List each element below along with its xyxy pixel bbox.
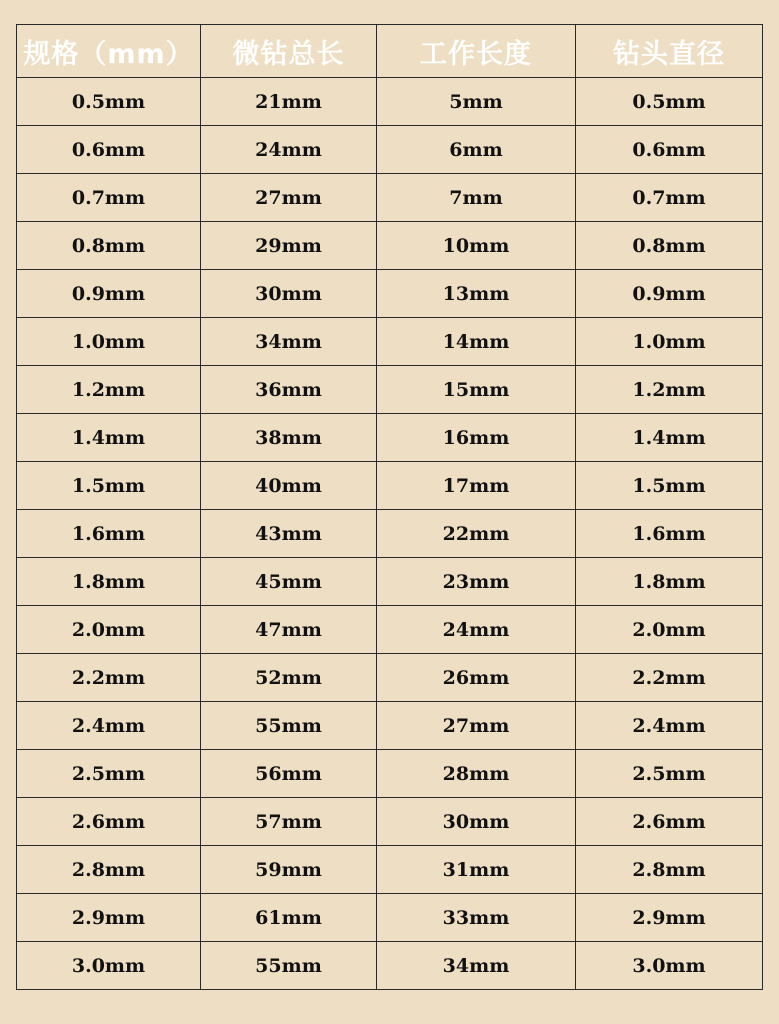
table-row [17, 702, 763, 750]
cell-spec: 0.8mm [17, 222, 201, 270]
cell-drill-diameter: 0.6mm [576, 126, 763, 174]
cell-drill-diameter: 0.8mm [576, 222, 763, 270]
cell-working-length: 28mm [377, 750, 576, 798]
cell-total-length: 24mm [201, 126, 377, 174]
cell-total-length: 56mm [201, 750, 377, 798]
cell-spec: 2.8mm [17, 846, 201, 894]
header-row [17, 25, 763, 78]
header-total-length: 微钻总长 [201, 25, 377, 78]
cell-drill-diameter: 2.9mm [576, 894, 763, 942]
cell-spec: 2.5mm [17, 750, 201, 798]
header-spec: 规格（mm） [17, 25, 201, 78]
cell-total-length: 55mm [201, 702, 377, 750]
cell-working-length: 24mm [377, 606, 576, 654]
table-row [17, 510, 763, 558]
cell-spec: 2.2mm [17, 654, 201, 702]
cell-total-length: 36mm [201, 366, 377, 414]
cell-drill-diameter: 2.0mm [576, 606, 763, 654]
cell-total-length: 59mm [201, 846, 377, 894]
table-header [17, 25, 763, 78]
cell-spec: 2.4mm [17, 702, 201, 750]
cell-total-length: 61mm [201, 894, 377, 942]
cell-drill-diameter: 1.2mm [576, 366, 763, 414]
cell-total-length: 30mm [201, 270, 377, 318]
table-row [17, 78, 763, 126]
table-row [17, 366, 763, 414]
table-row [17, 222, 763, 270]
cell-spec: 0.9mm [17, 270, 201, 318]
cell-total-length: 55mm [201, 942, 377, 990]
cell-spec: 2.9mm [17, 894, 201, 942]
cell-working-length: 6mm [377, 126, 576, 174]
cell-total-length: 57mm [201, 798, 377, 846]
table-row [17, 174, 763, 222]
table-row [17, 942, 763, 990]
cell-working-length: 16mm [377, 414, 576, 462]
cell-total-length: 40mm [201, 462, 377, 510]
cell-working-length: 23mm [377, 558, 576, 606]
cell-spec: 1.4mm [17, 414, 201, 462]
cell-spec: 2.6mm [17, 798, 201, 846]
cell-working-length: 10mm [377, 222, 576, 270]
cell-drill-diameter: 3.0mm [576, 942, 763, 990]
cell-spec: 0.5mm [17, 78, 201, 126]
cell-working-length: 5mm [377, 78, 576, 126]
cell-total-length: 27mm [201, 174, 377, 222]
table-body [17, 78, 763, 990]
header-drill-diameter: 钻头直径 [576, 25, 763, 78]
cell-drill-diameter: 0.9mm [576, 270, 763, 318]
cell-drill-diameter: 2.8mm [576, 846, 763, 894]
cell-total-length: 52mm [201, 654, 377, 702]
table-row [17, 270, 763, 318]
cell-working-length: 34mm [377, 942, 576, 990]
cell-drill-diameter: 1.4mm [576, 414, 763, 462]
cell-working-length: 26mm [377, 654, 576, 702]
table-row [17, 798, 763, 846]
cell-total-length: 29mm [201, 222, 377, 270]
table-row [17, 606, 763, 654]
cell-total-length: 45mm [201, 558, 377, 606]
cell-working-length: 22mm [377, 510, 576, 558]
cell-drill-diameter: 1.5mm [576, 462, 763, 510]
cell-spec: 1.5mm [17, 462, 201, 510]
table-row [17, 414, 763, 462]
table-row [17, 318, 763, 366]
cell-spec: 1.0mm [17, 318, 201, 366]
cell-spec: 1.8mm [17, 558, 201, 606]
cell-drill-diameter: 1.0mm [576, 318, 763, 366]
cell-working-length: 13mm [377, 270, 576, 318]
table-row [17, 750, 763, 798]
cell-drill-diameter: 1.6mm [576, 510, 763, 558]
cell-working-length: 14mm [377, 318, 576, 366]
table-row [17, 558, 763, 606]
cell-drill-diameter: 2.6mm [576, 798, 763, 846]
cell-working-length: 15mm [377, 366, 576, 414]
cell-working-length: 33mm [377, 894, 576, 942]
cell-working-length: 27mm [377, 702, 576, 750]
cell-spec: 1.6mm [17, 510, 201, 558]
cell-spec: 0.6mm [17, 126, 201, 174]
table-row [17, 894, 763, 942]
table-row [17, 462, 763, 510]
cell-spec: 0.7mm [17, 174, 201, 222]
cell-spec: 1.2mm [17, 366, 201, 414]
cell-total-length: 21mm [201, 78, 377, 126]
cell-spec: 2.0mm [17, 606, 201, 654]
header-working-length: 工作长度 [377, 25, 576, 78]
cell-working-length: 30mm [377, 798, 576, 846]
cell-working-length: 7mm [377, 174, 576, 222]
table-row [17, 654, 763, 702]
cell-drill-diameter: 2.2mm [576, 654, 763, 702]
cell-drill-diameter: 2.5mm [576, 750, 763, 798]
spec-table [16, 24, 763, 990]
cell-working-length: 31mm [377, 846, 576, 894]
cell-spec: 3.0mm [17, 942, 201, 990]
cell-total-length: 34mm [201, 318, 377, 366]
table-row [17, 846, 763, 894]
cell-working-length: 17mm [377, 462, 576, 510]
cell-drill-diameter: 0.7mm [576, 174, 763, 222]
cell-drill-diameter: 0.5mm [576, 78, 763, 126]
cell-drill-diameter: 2.4mm [576, 702, 763, 750]
cell-total-length: 47mm [201, 606, 377, 654]
cell-drill-diameter: 1.8mm [576, 558, 763, 606]
cell-total-length: 38mm [201, 414, 377, 462]
table-row [17, 126, 763, 174]
cell-total-length: 43mm [201, 510, 377, 558]
